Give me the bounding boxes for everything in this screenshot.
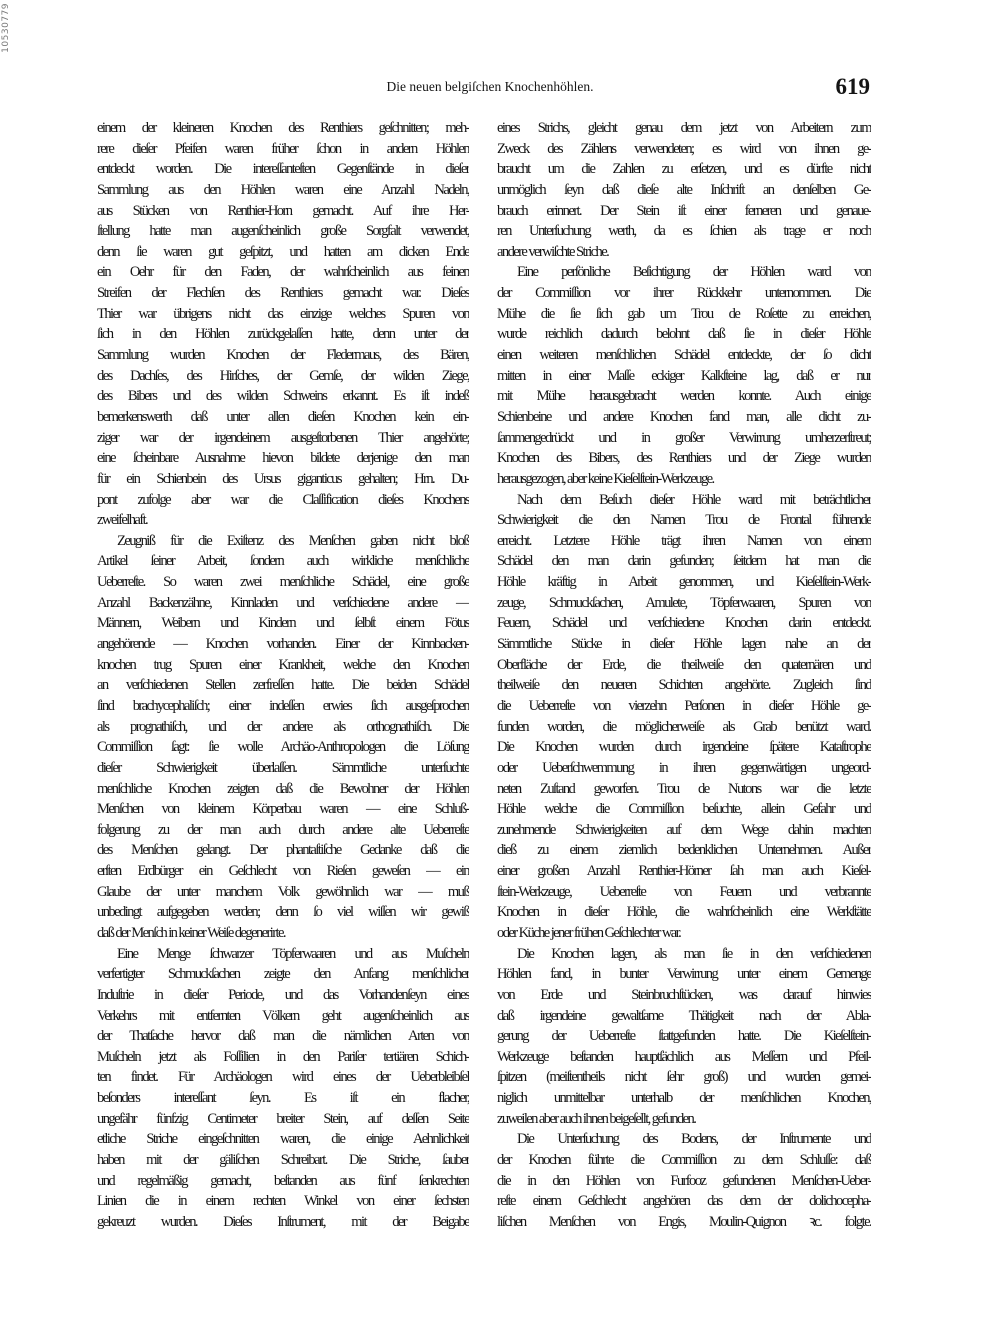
text-line: Feuern, Schädel und verſchiedene Knochen darin entdeckt.: [497, 615, 871, 632]
text-line: erſten Erdbürger ein Geſchlecht von Rieſen geweſen — ein: [97, 863, 469, 880]
text-line: Die Knochen lagen, als man ſie in den verſchiedenen: [517, 945, 871, 962]
page-number: 619: [835, 74, 870, 99]
text-line: Höhlen fand, in bunter Verwirrung unter einem Gemenge: [497, 966, 871, 983]
text-line: Höhle welche die Commiſſion beſuchte, allein Gefahr und: [497, 801, 871, 818]
text-line: ſich in den Höhlen zurückgelaſſen hatte, denn unter der: [97, 326, 469, 343]
text-line: die in den Höhlen von Furfooz gefundenen Menſchen-Ueber-: [497, 1172, 871, 1189]
text-line: rere dieſer Pfeifen waren früher ſchon in andern Höhlen: [97, 140, 469, 157]
text-line: Knochen in dieſer Höhle, die wahrſcheinlich eine Werkſtätte: [497, 904, 871, 921]
text-line: niglich unmittelbar unterhalb der menſchlichen Knochen,: [497, 1090, 871, 1107]
text-line: Linien die in einem rechten Winkel von einer ſechsten: [97, 1193, 469, 1210]
text-line: Anzahl Backenzähne, Kinnladen und verſchiedene andere —: [97, 594, 469, 611]
text-line: gerung der Ueberreſte ſtattgefunden hatte. Die Kieſelſtein-: [497, 1028, 871, 1045]
text-line: Verkehrs mit entfernten Völkern geht augenſcheinlich aus: [97, 1007, 469, 1024]
text-line: die Ueberreſte von vierzehn Perſonen in dieſer Höhle ge-: [497, 697, 871, 714]
text-line: Knochen des Bibers, des Renthiers und der Ziege wurden: [497, 450, 871, 467]
text-line: aus Stücken von Renthier-Horn gemacht. Auf ihre Her-: [97, 202, 469, 219]
text-line: unbedingt aufgegeben werden; denn ſo viel wiſſen wir gewiß: [97, 904, 469, 921]
text-line: Commiſſion ſagt: ſie wolle Archäo-Anthropologen die Löſung: [97, 739, 469, 756]
text-line: Werkzeuge beſtanden hauptſächlich aus Meſſern und Pfeil-: [497, 1048, 871, 1065]
text-line: daß irgendeine gewaltſame Thätigkeit nach der Abla-: [497, 1007, 871, 1024]
text-line: Zweck des Zählens verwendeten; es wird von ihnen ge-: [497, 140, 871, 157]
text-line: ziger war der irgendeinem ausgeſtorbenen Thier angehörte;: [97, 429, 469, 446]
paragraph: [497, 262, 871, 489]
text-line: angehörende — Knochen vorhanden. Einer der Kinnbacken-: [97, 636, 469, 653]
text-line: ſpitzen (meiſtentheils nicht ſehr groß) und wurden gemei-: [497, 1069, 871, 1086]
text-line: ten findet. Für Archäologen wird eines der Ueberbleibſel: [97, 1069, 469, 1086]
text-line: für ein Schienbein des Ursus giganticus gehalten; Hrn. Du-: [97, 470, 469, 487]
text-line: mit Mühe herausgebracht werden konnte. Auch einige: [497, 388, 871, 405]
text-line: ungefähr fünfzig Centimeter breiter Stein, auf deſſen Seite: [97, 1110, 469, 1127]
text-line: unmöglich ſeyn daß dieſe alte Inſchrift an denſelben Ge-: [497, 181, 871, 198]
text-line: Induſtrie in dieſer Periode, und das Vorhandenſeyn eines: [97, 986, 469, 1003]
text-line: an verſchiedenen Stellen zerfreſſen hatte. Die beiden Schädel: [97, 677, 469, 694]
text-line: Höhle kräftig in Arbeit genommen, und Kieſelſtein-Werk-: [497, 574, 871, 591]
text-line: des Menſchen gelangt. Der phantaſtiſche Gedanke daß die: [97, 842, 469, 859]
text-line: Menſchen von kleinem Körperbau waren — eine Schluß-: [97, 801, 469, 818]
text-line: dieß zu einem ziemlich bedenklichen Unternehmen. Außer: [497, 842, 871, 859]
text-line: Muſcheln jetzt als Foſſilien in den Pariſer tertiären Schich-: [97, 1048, 469, 1065]
text-line: der Knochen führte die Commiſſion zu dem Schluſſe: daß: [497, 1152, 871, 1169]
text-line: brauch erinnert. Der Stein iſt einer ferneren und genaue-: [497, 202, 871, 219]
text-line: denn ſie waren gut geſpitzt, und hatten am dicken Ende: [97, 243, 469, 260]
text-line: der Thatſache hervor daß man die nämlichen Arten von: [97, 1028, 469, 1045]
text-line: andere verwiſchte Striche.: [497, 243, 609, 260]
text-line: von Erde und Steinbruchſtücken, was darauf hinwies: [497, 986, 871, 1003]
text-line: einem der kleineren Knochen des Renthiers geſchnitten; meh-: [97, 120, 469, 136]
text-line: Thier war übrigens nicht das einzige welches Spuren von: [97, 305, 469, 322]
scan-id-stamp: 10530779: [1, 3, 11, 53]
text-line: des Dachſes, des Hirſches, der Gemſe, der wilden Ziege,: [97, 367, 469, 384]
text-line: Die Unterſuchung des Bodens, der Inſtrumente und: [517, 1131, 871, 1148]
text-line: Streifen der Flechſen des Renthiers gemacht war. Dieſes: [97, 285, 469, 302]
text-line: etliche Striche eingeſchnitten waren, die einige Aehnlichkeit: [97, 1131, 469, 1148]
right-column: [497, 118, 871, 1233]
text-line: bemerkenswerth daß unter allen dieſen Knochen kein ein-: [97, 408, 469, 425]
text-line: eine ſcheinbare Ausnahme hievon bildete derjenige den man: [97, 450, 469, 467]
text-line: wurde reichlich dadurch belohnt daß ſie in dieſer Höhle: [497, 326, 871, 343]
paragraph: [97, 531, 469, 944]
text-line: pont zufolge aber war die Claſſification dieſes Knochens: [97, 491, 469, 508]
text-line: Die Knochen wurden durch irgendeine ſpätere Kataſtrophe: [497, 739, 871, 756]
text-line: gekreuzt wurden. Dieſes Inſtrument, mit der Beigabe: [97, 1213, 469, 1230]
text-line: zunehmende Schwierigkeiten auf dem Wege dahin machten: [497, 821, 871, 838]
running-header-title: Die neuen belgiſchen Knochenhöhlen.: [386, 79, 594, 94]
text-line: ſtein-Werkzeuge, Ueberreſte von Feuern und verbrannte: [497, 883, 871, 900]
text-line: zuweilen aber auch ihnen beigeſellt, gefunden.: [497, 1110, 696, 1127]
text-line: einen weiteren menſchlichen Schädel entdeckte, der ſo dicht: [497, 347, 871, 364]
text-line: Mühe die ſie ſich gab um Trou de Roſette zu erreichen,: [497, 305, 871, 322]
text-line: Schienbeine und andere Knochen fand man, alle dicht zu-: [497, 408, 871, 425]
text-line: menſchliche Knochen zeigten daß die Bewohner der Höhlen: [97, 780, 469, 797]
text-line: eines Strichs, gleicht genau dem jetzt von Arbeitern zum: [497, 120, 871, 136]
text-line: zeuge, Schmuckſachen, Amulete, Töpferwaaren, Spuren von: [497, 594, 871, 611]
text-line: ren Unterſuchung werth, da es ſchien als trage er noch: [497, 223, 871, 240]
text-line: des Bibers und des wilden Schweins erkannt. Es iſt indeß: [97, 388, 469, 405]
text-line: und regelmäßig gemacht, beſtanden aus fünf ſenkrechten: [97, 1172, 469, 1189]
text-line: Ueberreſte. So waren zwei menſchliche Schädel, eine große: [97, 574, 469, 591]
text-line: Sammlung wurden Knochen der Fledermaus, des Bären,: [97, 347, 469, 364]
text-line: neten Zuſtand geworfen. Trou de Nutons war die letzte: [497, 780, 871, 797]
text-line: oder Ueberſchwemmung in ihren gegenwärtigen ungeord-: [497, 759, 871, 776]
text-line: funden worden, die möglicherweiſe als Grab benützt ward.: [497, 718, 871, 735]
text-line: ſtellung hatte man augenſcheinlich große Sorgfalt verwendet,: [97, 223, 469, 240]
text-line: Eine perſönliche Beſichtigung der Höhlen ward von: [517, 264, 871, 281]
left-column: [97, 118, 469, 1233]
paragraph: [97, 944, 469, 1233]
text-line: erreicht. Letztere Höhle trägt ihren Namen von einem: [497, 532, 871, 549]
text-line: verfertigter Schmuckſachen zeigte den Anfang menſchlicher: [97, 966, 469, 983]
text-line: Nach dem Beſuch dieſer Höhle ward mit beträchtlicher: [517, 491, 871, 508]
text-line: mitten in einer Maſſe eckiger Kalkſteine lag, daß er nur: [497, 367, 871, 384]
text-line: folgerung zu der man auch durch andere alte Ueberreſte: [97, 821, 469, 838]
text-line: reſte einem Geſchlecht angehören das dem der dolichocepha-: [497, 1193, 871, 1210]
paragraph: [497, 1129, 871, 1232]
text-line: Sammlung aus den Höhlen waren eine Anzahl Nadeln,: [97, 181, 469, 198]
text-line: ſind brachycephaliſch; einer indeſſen erwies ſich ausgeſprochen: [97, 697, 469, 714]
text-line: theilweiſe den neueren Schichten angehörte. Zugleich ſind: [497, 677, 871, 694]
text-line: oder Küche jener frühen Geſchlechter war.: [497, 924, 681, 941]
text-line: als prognathiſch, und der andere als orthognathiſch. Die: [97, 718, 469, 735]
text-line: Schädel den man darin gefunden; ſeitdem hat man die: [497, 553, 871, 570]
text-line: herausgezogen, aber keine Kieſelſtein-Werkzeuge.: [497, 470, 714, 487]
text-line: einer großen Anzahl Renthier-Hörner ſah man auch Kieſel-: [497, 863, 871, 880]
paragraph: [497, 118, 871, 262]
text-line: liſchen Menſchen von Engis, Moulin-Quignon ꝛc. folgte.: [497, 1213, 871, 1230]
text-line: entdeckt worden. Die intereſſanteſten Gegenſtände in dieſer: [97, 161, 469, 178]
paragraph: [97, 118, 469, 531]
text-line: ein Oehr für den Faden, der wahrſcheinlich aus feinen: [97, 264, 469, 281]
text-line: dieſer Schwierigkeit überlaſſen. Sämmtliche unterſuchte: [97, 759, 469, 776]
text-line: Zeugniß für die Exiſtenz des Menſchen gaben nicht bloß: [117, 532, 469, 549]
text-line: der Commiſſion vor ihrer Rückkehr unternommen. Die: [497, 285, 871, 302]
text-line: Sämmtliche Stücke in dieſer Höhle lagen nahe an der: [497, 636, 871, 653]
paragraph: [497, 490, 871, 944]
text-line: ſammengedrückt und in großer Verwirrung umherzerſtreut;: [497, 429, 871, 446]
text-line: Oberfläche der Erde, die theilweiſe den quaternären und: [497, 656, 871, 673]
text-line: braucht um die Zahlen zu erſetzen, und es dürfte nicht: [497, 161, 871, 178]
text-line: beſonders intereſſant ſeyn. Es iſt ein flacher,: [97, 1090, 469, 1107]
text-line: Männern, Weibern und Kindern und ſelbſt einem Fötus: [97, 615, 469, 632]
text-line: zweifelhaft.: [97, 512, 148, 529]
text-line: Schwierigkeit die den Namen Trou de Frontal führende: [497, 512, 871, 529]
text-line: Artikel ſeiner Arbeit, ſondern auch wirkliche menſchliche: [97, 553, 469, 570]
paragraph: [497, 944, 871, 1130]
text-line: Glaube der unter manchem Volk gewöhnlich war — muß: [97, 883, 469, 900]
text-line: Eine Menge ſchwarzer Töpferwaaren und aus Muſcheln: [117, 945, 469, 962]
text-line: haben mit der gäliſchen Schreibart. Die Striche, ſauber: [97, 1152, 469, 1169]
text-line: daß der Menſch in keiner Weiſe degenerirte.: [97, 924, 285, 941]
text-line: knochen trug Spuren einer Krankheit, welche den Knochen: [97, 656, 469, 673]
